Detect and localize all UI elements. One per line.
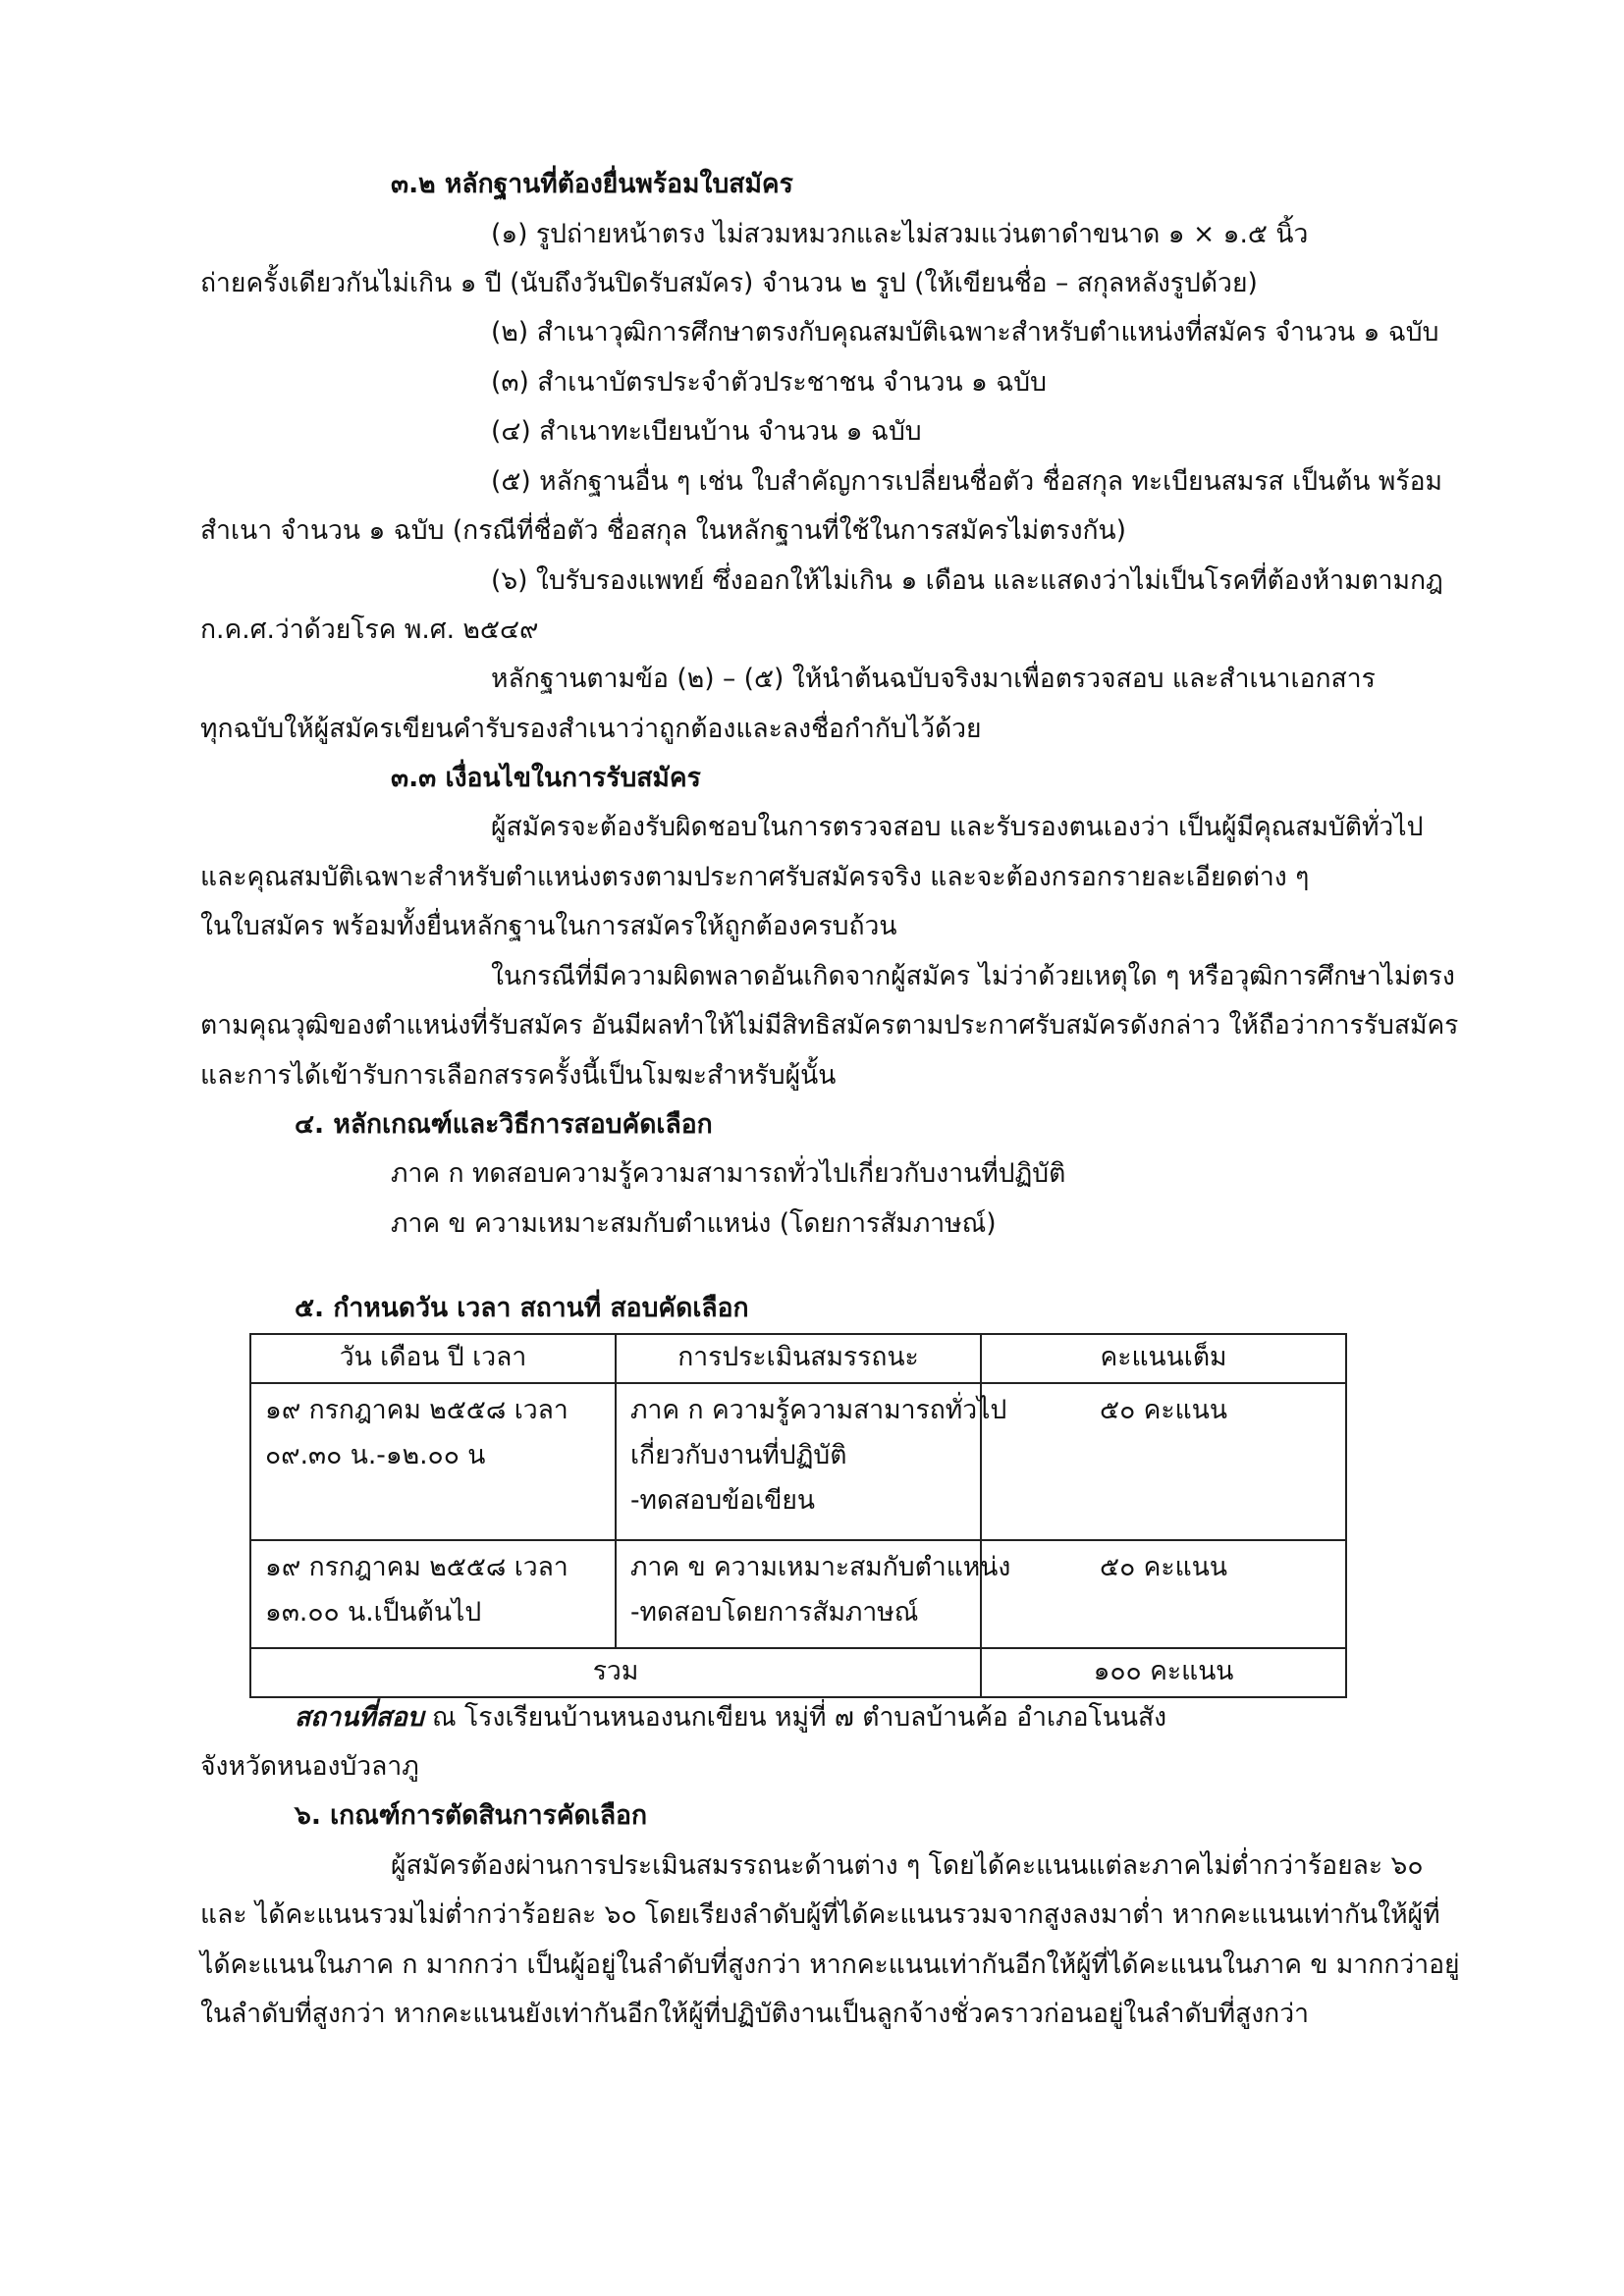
- section-6-heading: ๖. เกณฑ์การตัดสินการคัดเลือก: [295, 1800, 648, 1831]
- item-1-line-1: (๑) รูปถ่ายหน้าตรง ไม่สวมหมวกและไม่สวมแว่นตาดำขนาด ๑ × ๑.๕ นิ้ว: [491, 219, 1309, 249]
- col-header-score: คะแนนเต็ม: [981, 1334, 1346, 1383]
- item-6-line-1: (๖) ใบรับรองแพทย์ ซึ่งออกให้ไม่เกิน ๑ เดือน และแสดงว่าไม่เป็นโรคที่ต้องห้ามตามกฎ: [491, 565, 1443, 596]
- criteria-line-4: ในลำดับที่สูงกว่า หากคะแนนยังเท่ากันอีกให้ผู้ที่ปฏิบัติงานเป็นลูกจ้างชั่วคราวก่อนอยู่ในลำดับที่สูงกว่า: [200, 1999, 1309, 2029]
- table-header-row: [250, 1334, 1346, 1383]
- item-4: (๔) สำเนาทะเบียนบ้าน จำนวน ๑ ฉบับ: [491, 416, 922, 447]
- total-label: รวม: [250, 1648, 981, 1697]
- section-4-heading: ๔. หลักเกณฑ์และวิธีการสอบคัดเลือก: [295, 1109, 713, 1140]
- section-3-2-heading: ๓.๒ หลักฐานที่ต้องยื่นพร้อมใบสมัคร: [391, 169, 793, 199]
- conditions-p1-line-1: ผู้สมัครจะต้องรับผิดชอบในการตรวจสอบ และรับรองตนเองว่า เป็นผู้มีคุณสมบัติทั่วไป: [491, 812, 1424, 842]
- table-total-row: [250, 1648, 1346, 1697]
- section-4-line-2: ภาค ข ความเหมาะสมกับตำแหน่ง (โดยการสัมภาษณ์): [391, 1208, 997, 1239]
- conditions-p2-line-1: ในกรณีที่มีความผิดพลาดอันเกิดจากผู้สมัคร ไม่ว่าด้วยเหตุใด ๆ หรือวุฒิการศึกษาไม่ตรง: [491, 961, 1455, 991]
- row1-evaluation: [616, 1383, 1007, 1540]
- table-row: [250, 1383, 1346, 1540]
- venue-line-2: จังหวัดหนองบัวลาภู: [200, 1751, 419, 1782]
- section-3-3-heading: ๓.๓ เงื่อนไขในการรับสมัคร: [391, 763, 701, 793]
- row2-evaluation: [616, 1540, 1011, 1648]
- row1-score: ๕๐ คะแนน: [981, 1383, 1346, 1540]
- row2-score: ๕๐ คะแนน: [981, 1540, 1346, 1648]
- venue-line-1: [295, 1694, 1166, 1740]
- row1-date-line-1: ๑๙ กรกฎาคม ๒๕๕๘ เวลา: [265, 1395, 568, 1425]
- item-2: (๒) สำเนาวุฒิการศึกษาตรงกับคุณสมบัติเฉพาะสำหรับตำแหน่งที่สมัคร จำนวน ๑ ฉบับ: [491, 317, 1439, 347]
- item-5-line-2: สำเนา จำนวน ๑ ฉบับ (กรณีที่ชื่อตัว ชื่อสกุล ในหลักฐานที่ใช้ในการสมัครไม่ตรงกัน): [200, 515, 1127, 546]
- row1-date-line-2: ๐๙.๓๐ น.-๑๒.๐๐ น: [265, 1440, 486, 1470]
- row2-date: [250, 1540, 616, 1648]
- venue-label: สถานที่สอบ: [295, 1702, 424, 1733]
- row1-date: [250, 1383, 616, 1540]
- item-5-line-1: (๕) หลักฐานอื่น ๆ เช่น ใบสำคัญการเปลี่ยนชื่อตัว ชื่อสกุล ทะเบียนสมรส เป็นต้น พร้อม: [491, 466, 1442, 497]
- conditions-p1-line-2: และคุณสมบัติเฉพาะสำหรับตำแหน่งตรงตามประกาศรับสมัครจริง และจะต้องกรอกรายละเอียดต่าง ๆ: [200, 862, 1310, 892]
- evidence-note-line-2: ทุกฉบับให้ผู้สมัครเขียนคำรับรองสำเนาว่าถูกต้องและลงชื่อกำกับไว้ด้วย: [200, 714, 982, 744]
- row1-eval-line-1: ภาค ก ความรู้ความสามารถทั่วไป: [630, 1395, 1007, 1425]
- venue-text: ณ โรงเรียนบ้านหนองนกเขียน หมู่ที่ ๗ ตำบลบ้านค้อ อำเภอโนนสัง: [432, 1702, 1167, 1733]
- conditions-p2-line-3: และการได้เข้ารับการเลือกสรรครั้งนี้เป็นโมฆะสำหรับผู้นั้น: [200, 1060, 837, 1091]
- criteria-line-2: และ ได้คะแนนรวมไม่ต่ำกว่าร้อยละ ๖๐ โดยเรียงลำดับผู้ที่ได้คะแนนรวมจากสูงลงมาต่ำ หากคะแนนเท่ากันให้ผู้ที่: [200, 1899, 1440, 1930]
- evidence-note-line-1: หลักฐานตามข้อ (๒) – (๕) ให้นำต้นฉบับจริงมาเพื่อตรวจสอบ และสำเนาเอกสาร: [491, 664, 1376, 694]
- conditions-p1-line-3: ในใบสมัคร พร้อมทั้งยื่นหลักฐานในการสมัครให้ถูกต้องครบถ้วน: [200, 911, 897, 941]
- criteria-line-3: ได้คะแนนในภาค ก มากกว่า เป็นผู้อยู่ในลำดับที่สูงกว่า หากคะแนนเท่ากันอีกให้ผู้ที่ได้คะแนนในภาค ข มากกว่าอยู่: [200, 1949, 1460, 1980]
- row2-eval-line-1: ภาค ข ความเหมาะสมกับตำแหน่ง: [630, 1552, 1011, 1582]
- row2-date-line-1: ๑๙ กรกฎาคม ๒๕๕๘ เวลา: [265, 1552, 568, 1582]
- col-header-evaluation: การประเมินสมรรถนะ: [616, 1334, 981, 1383]
- item-6-line-2: ก.ค.ศ.ว่าด้วยโรค พ.ศ. ๒๕๔๙: [200, 614, 539, 645]
- row2-eval-line-2: -ทดสอบโดยการสัมภาษณ์: [630, 1597, 919, 1628]
- row2-date-line-2: ๑๓.๐๐ น.เป็นต้นไป: [265, 1597, 482, 1628]
- row1-eval-line-3: -ทดสอบข้อเขียน: [630, 1485, 815, 1516]
- section-5-heading: ๕. กำหนดวัน เวลา สถานที่ สอบคัดเลือก: [295, 1293, 749, 1323]
- total-score: ๑๐๐ คะแนน: [981, 1648, 1346, 1697]
- item-3: (๓) สำเนาบัตรประจำตัวประชาชน จำนวน ๑ ฉบับ: [491, 367, 1047, 398]
- item-1-line-2: ถ่ายครั้งเดียวกันไม่เกิน ๑ ปี (นับถึงวันปิดรับสมัคร) จำนวน ๒ รูป (ให้เขียนชื่อ – สกุลหลังรูปด้วย): [200, 268, 1258, 298]
- row1-eval-line-2: เกี่ยวกับงานที่ปฏิบัติ: [630, 1440, 847, 1470]
- conditions-p2-line-2: ตามคุณวุฒิของตำแหน่งที่รับสมัคร อันมีผลทำให้ไม่มีสิทธิสมัครตามประกาศรับสมัครดังกล่าว ให้ถือว่าการรับสมัคร: [200, 1010, 1459, 1041]
- section-4-line-1: ภาค ก ทดสอบความรู้ความสามารถทั่วไปเกี่ยวกับงานที่ปฏิบัติ: [391, 1158, 1066, 1189]
- exam-schedule-table: [249, 1333, 1347, 1698]
- col-header-date: วัน เดือน ปี เวลา: [250, 1334, 616, 1383]
- criteria-line-1: ผู้สมัครต้องผ่านการประเมินสมรรถนะด้านต่าง ๆ โดยได้คะแนนแต่ละภาคไม่ต่ำกว่าร้อยละ ๖๐: [391, 1850, 1424, 1881]
- table-row: [250, 1540, 1346, 1648]
